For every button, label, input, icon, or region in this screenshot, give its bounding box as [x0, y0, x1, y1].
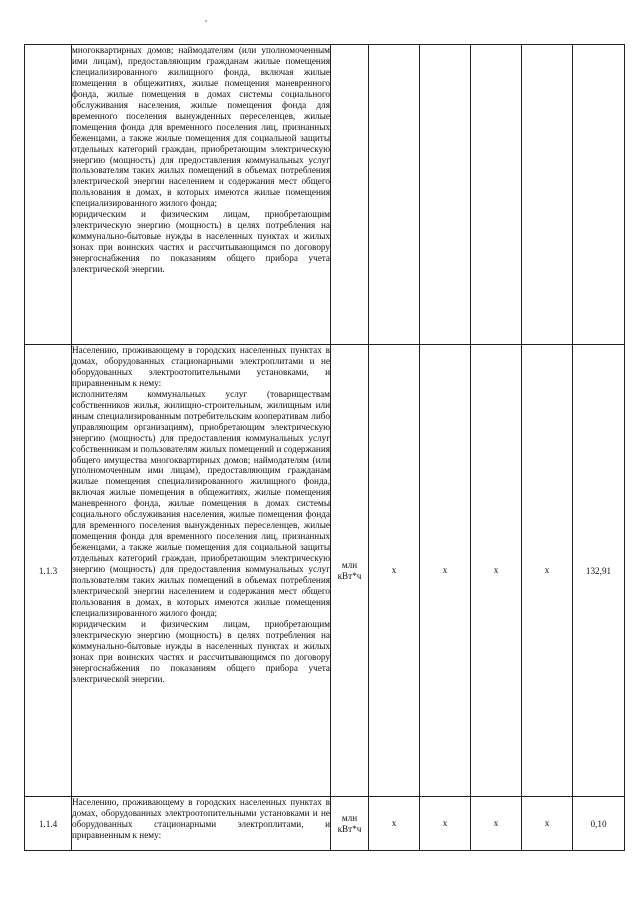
description-paragraph: Населению, проживающему в городских населенных пунктах в домах, оборудованных стационарными электроплитами и не оборудованных электроотопительными установками, и приравненным к нему:: [72, 345, 330, 388]
row-number-cell: 1.1.3: [25, 345, 72, 797]
description-cell: [72, 45, 331, 345]
value-cell: [369, 45, 420, 345]
tariff-table: [24, 44, 625, 851]
description-cell: [72, 797, 331, 851]
value-cell: x: [522, 345, 573, 797]
table-row: [25, 345, 625, 797]
value-cell: [471, 45, 522, 345]
table-row: [25, 797, 625, 851]
description-paragraph: юридическим и физическим лицам, приобретающим электрическую энергию (мощность) в целях потребления на коммунально-бытовые нужды в населенных пунктах и жилых зонах при воинских частях и рассчитывающимся по договору энергоснабжения по показаниям общего прибора учета электрической энергии.: [72, 618, 330, 684]
total-cell: 0,10: [573, 797, 625, 851]
row-number-cell: 1.1.4: [25, 797, 72, 851]
value-cell: [522, 45, 573, 345]
value-cell: x: [420, 797, 471, 851]
value-cell: x: [471, 345, 522, 797]
description-paragraph: юридическим и физическим лицам, приобретающим электрическую энергию (мощность) в целях потребления на коммунально-бытовые нужды в населенных пунктах и жилых зонах при воинских частях и рассчитывающимся по договору энергоснабжения по показаниям общего прибора учета электрической энергии.: [72, 209, 330, 275]
value-cell: x: [522, 797, 573, 851]
description-paragraph: исполнителям коммунальных услуг (товариществам собственников жилья, жилищно-строительным, жилищным или иным специализированным потребительским кооперативам либо управляющим организациям), приобретающим электрическую энергию (мощность) для предоставления коммунальных услуг собственникам и пользователям жилых помещений и содержания общего имущества многоквартирных домов; наймодателям (или уполномоченным ими лицам), предоставляющим гражданам жилые помещения специализированного жилищного фонда, включая жилые помещения в общежитиях, жилые помещения маневренного фонда, жилые помещения в домах системы социального обслуживания населения, жилые помещения фонда для временного поселения вынужденных переселенцев, жилые помещения фонда для временного поселения лиц, признанных беженцами, а также жилые помещения для социальной защиты отдельных категорий граждан, приобретающим электрическую энергию (мощность) для предоставления коммунальных услуг пользователям таких жилых помещений в объемах потребления электрической энергии населением и содержания мест общего пользования в домах, в которых имеются жилые помещения специализированного жилого фонда;: [72, 388, 330, 618]
description-paragraph: Населению, проживающему в городских населенных пунктах в домах, оборудованных электроотопительными установками и не оборудованных стационарными электроплитами, и приравненным к нему:: [72, 797, 330, 840]
unit-cell: млн кВт*ч: [331, 345, 369, 797]
unit-cell: [331, 45, 369, 345]
description-cell: [72, 345, 331, 797]
value-cell: x: [471, 797, 522, 851]
row-number-cell: [25, 45, 72, 345]
value-cell: x: [369, 345, 420, 797]
value-cell: x: [420, 345, 471, 797]
description-paragraph: многоквартирных домов; наймодателям (или уполномоченным ими лицам), предоставляющим гражданам жилые помещения специализированного жилищного фонда, включая жилые помещения в общежитиях, жилые помещения маневренного фонда, жилые помещения в домах системы социального обслуживания населения, жилые помещения фонда для временного поселения вынужденных переселенцев, жилые помещения фонда для временного поселения лиц, признанных беженцами, а также жилые помещения для социальной защиты отдельных категорий граждан, приобретающим электрическую энергию (мощность) для предоставления коммунальных услуг пользователям таких жилых помещений в объемах потребления электрической энергии населением и содержания мест общего пользования в домах, в которых имеются жилые помещения специализированного жилого фонда;: [72, 45, 330, 209]
table-row: [25, 45, 625, 345]
unit-cell: млн кВт*ч: [331, 797, 369, 851]
value-cell: [420, 45, 471, 345]
total-cell: [573, 45, 625, 345]
value-cell: x: [369, 797, 420, 851]
total-cell: 132,91: [573, 345, 625, 797]
scan-speck: [205, 20, 207, 22]
